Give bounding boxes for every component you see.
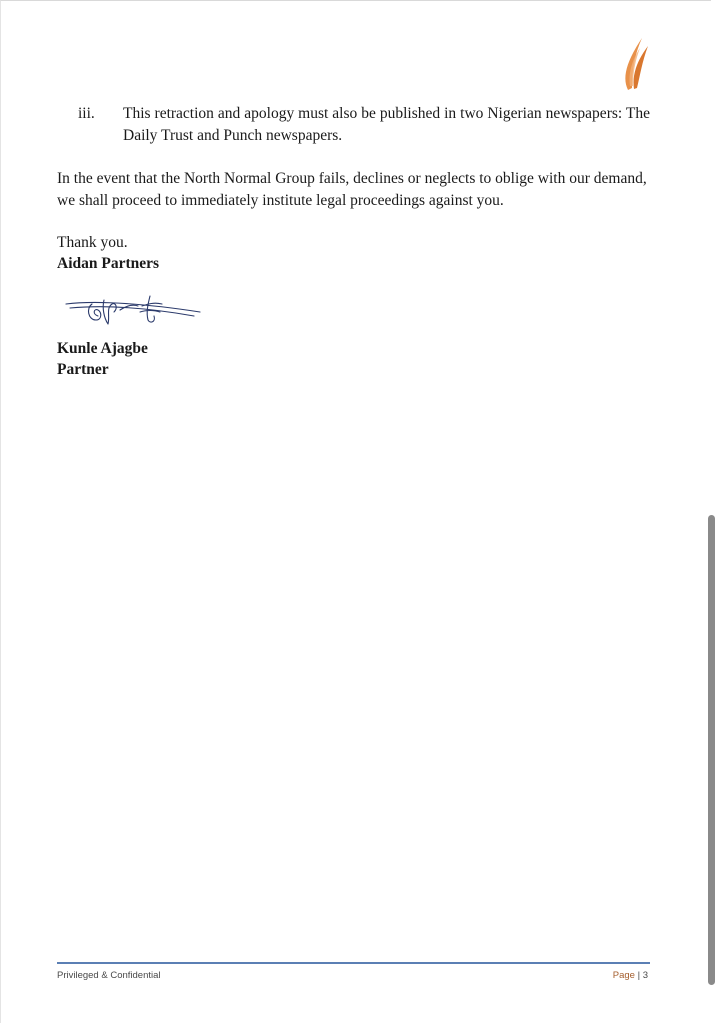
clause-text: This retraction and apology must also be published in two Nigerian newspapers: The Daily Trust and Punch newspapers.	[123, 105, 650, 144]
page-separator: |	[637, 970, 641, 981]
page-number: 3	[642, 970, 648, 981]
footer-divider	[57, 962, 650, 964]
demand-clause-iii	[78, 103, 650, 147]
clause-number: iii.	[78, 105, 95, 122]
scrollbar-thumb[interactable]	[708, 515, 715, 985]
signatory-name: Kunle Ajagbe	[57, 340, 148, 357]
firm-name: Aidan Partners	[57, 255, 160, 272]
handwritten-signature	[62, 290, 204, 330]
closing-text: Thank you.	[57, 234, 128, 251]
legal-proceedings-paragraph: In the event that the North Normal Group fails, declines or neglects to oblige with our demand, we shall proceed to immediately institute legal proceedings against you.	[57, 170, 647, 209]
page-label: Page	[612, 970, 635, 981]
footer-page-indicator	[613, 970, 648, 981]
signatory-title: Partner	[57, 361, 109, 378]
flame-logo-icon	[620, 34, 650, 92]
footer-confidentiality-label: Privileged & Confidential	[57, 970, 161, 981]
